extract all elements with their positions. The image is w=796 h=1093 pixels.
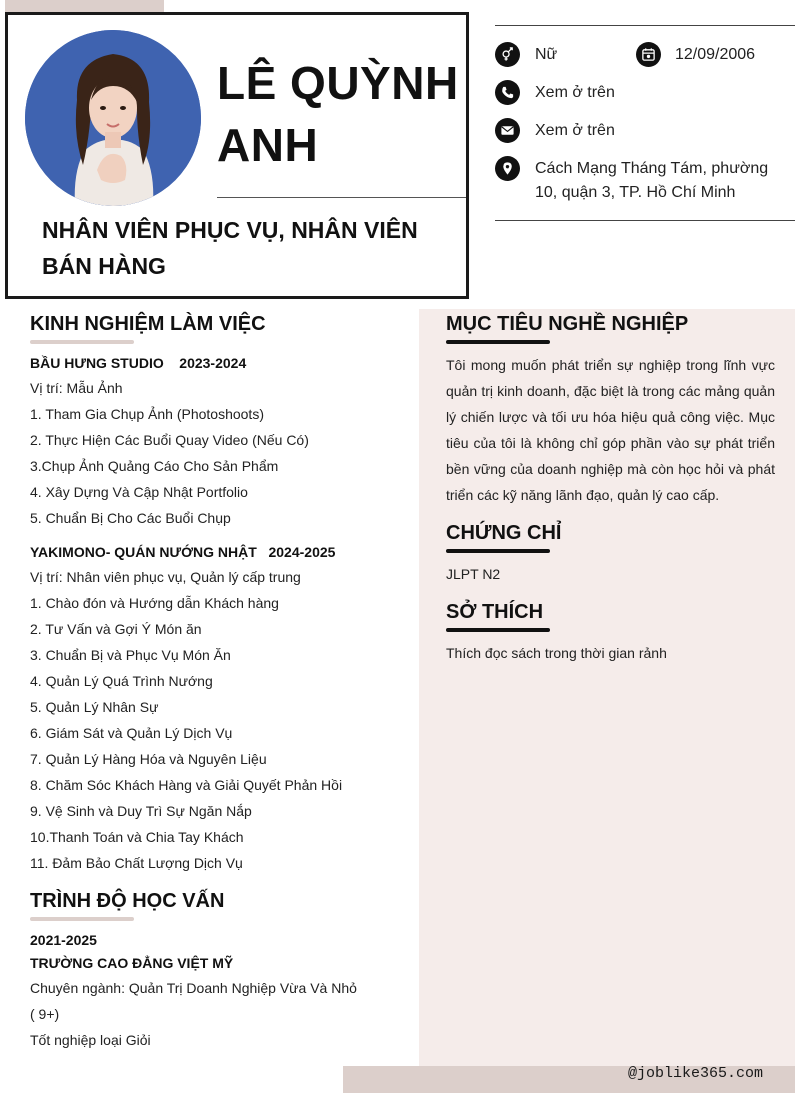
hobbies-text: Thích đọc sách trong thời gian rảnh	[446, 645, 667, 661]
duty-item: 5. Chuẩn Bị Cho Các Buổi Chụp	[30, 510, 231, 526]
birthday-text: 12/09/2006	[675, 46, 756, 63]
avatar	[25, 30, 201, 206]
job-position: Vị trí: Nhân viên phục vụ, Quản lý cấp trung	[30, 569, 301, 585]
duty-item: 4. Quản Lý Quá Trình Nướng	[30, 673, 213, 689]
education-underline	[30, 917, 134, 921]
duty-item: 2. Thực Hiện Các Buổi Quay Video (Nếu Có)	[30, 432, 309, 448]
hobbies-heading: SỞ THÍCH	[446, 601, 544, 623]
duty-item: 8. Chăm Sóc Khách Hàng và Giải Quyết Phản Hồi	[30, 777, 343, 793]
certificates-heading: CHỨNG CHỈ	[446, 522, 562, 544]
education-major-score: ( 9+)	[30, 1006, 60, 1022]
duty-item: 9. Vệ Sinh và Duy Trì Sự Ngăn Nắp	[30, 803, 252, 819]
education-major: Chuyên ngành: Quản Trị Doanh Nghiệp Vừa Và Nhỏ	[30, 980, 357, 996]
address-text: Cách Mạng Tháng Tám, phường 10, quận 3, TP. Hồ Chí Minh	[535, 160, 769, 201]
footer-website: @joblike365.com	[628, 1065, 764, 1082]
calendar-icon	[636, 42, 661, 67]
hobbies-underline	[446, 628, 550, 632]
name-divider	[217, 197, 466, 198]
education-grade: Tốt nghiệp loại Giỏi	[30, 1032, 151, 1048]
experience-underline	[30, 340, 134, 344]
school-name: TRƯỜNG CAO ĐẲNG VIỆT MỸ	[30, 955, 234, 971]
duty-item: 10.Thanh Toán và Chia Tay Khách	[30, 829, 244, 845]
duty-item: 1. Chào đón và Hướng dẫn Khách hàng	[30, 595, 279, 611]
phone-icon	[495, 80, 520, 105]
objective-underline	[446, 340, 550, 344]
duty-item: 1. Tham Gia Chụp Ảnh (Photoshoots)	[30, 406, 264, 422]
job-header: YAKIMONO- QUÁN NƯỚNG NHẬT 2024-2025	[30, 544, 336, 560]
experience-heading: KINH NGHIỆM LÀM VIỆC	[30, 313, 266, 335]
duty-item: 6. Giám Sát và Quản Lý Dịch Vụ	[30, 725, 233, 741]
duty-item: 2. Tư Vấn và Gợi Ý Món ăn	[30, 621, 202, 637]
objective-heading: MỤC TIÊU NGHỀ NGHIỆP	[446, 313, 689, 335]
candidate-name: LÊ QUỲNH ANH	[217, 57, 459, 171]
job-title: NHÂN VIÊN PHỤC VỤ, NHÂN VIÊN BÁN HÀNG	[42, 217, 418, 279]
education-heading: TRÌNH ĐỘ HỌC VẤN	[30, 890, 225, 912]
duty-item: 7. Quản Lý Hàng Hóa và Nguyên Liệu	[30, 751, 267, 767]
education-years: 2021-2025	[30, 932, 97, 948]
gender-text: Nữ	[535, 46, 558, 63]
objective-text: Tôi mong muốn phát triển sự nghiệp trong lĩnh vực quản trị kinh doanh, đặc biệt là trong các mảng quản lý chiến lược và tối ưu hóa hiệu quả công việc. Mục tiêu của tôi là không chỉ góp phần vào sự phát triển bền vững của doanh nghiệp mà còn học hỏi và phát triển các kỹ năng lãnh đạo, quản lý cao cấp.	[446, 357, 775, 503]
certificates-underline	[446, 549, 550, 553]
certificate-item: JLPT N2	[446, 566, 501, 582]
job-header: BẦU HƯNG STUDIO 2023-2024	[30, 355, 247, 371]
duty-item: 4. Xây Dựng Và Cập Nhật Portfolio	[30, 484, 248, 500]
duty-item: 5. Quản Lý Nhân Sự	[30, 699, 159, 715]
location-pin-icon	[495, 156, 520, 181]
email-text: Xem ở trên	[535, 122, 615, 139]
duty-item: 11. Đảm Bảo Chất Lượng Dịch Vụ	[30, 855, 243, 871]
phone-text: Xem ở trên	[535, 84, 615, 101]
job-position: Vị trí: Mẫu Ảnh	[30, 380, 123, 396]
duty-item: 3. Chuẩn Bị và Phục Vụ Món Ăn	[30, 647, 231, 663]
contact-divider-top	[495, 25, 795, 26]
duty-item: 3.Chụp Ảnh Quảng Cáo Cho Sản Phẩm	[30, 458, 279, 474]
envelope-icon	[495, 118, 520, 143]
gender-icon	[495, 42, 520, 67]
contact-divider-bottom	[495, 220, 795, 221]
